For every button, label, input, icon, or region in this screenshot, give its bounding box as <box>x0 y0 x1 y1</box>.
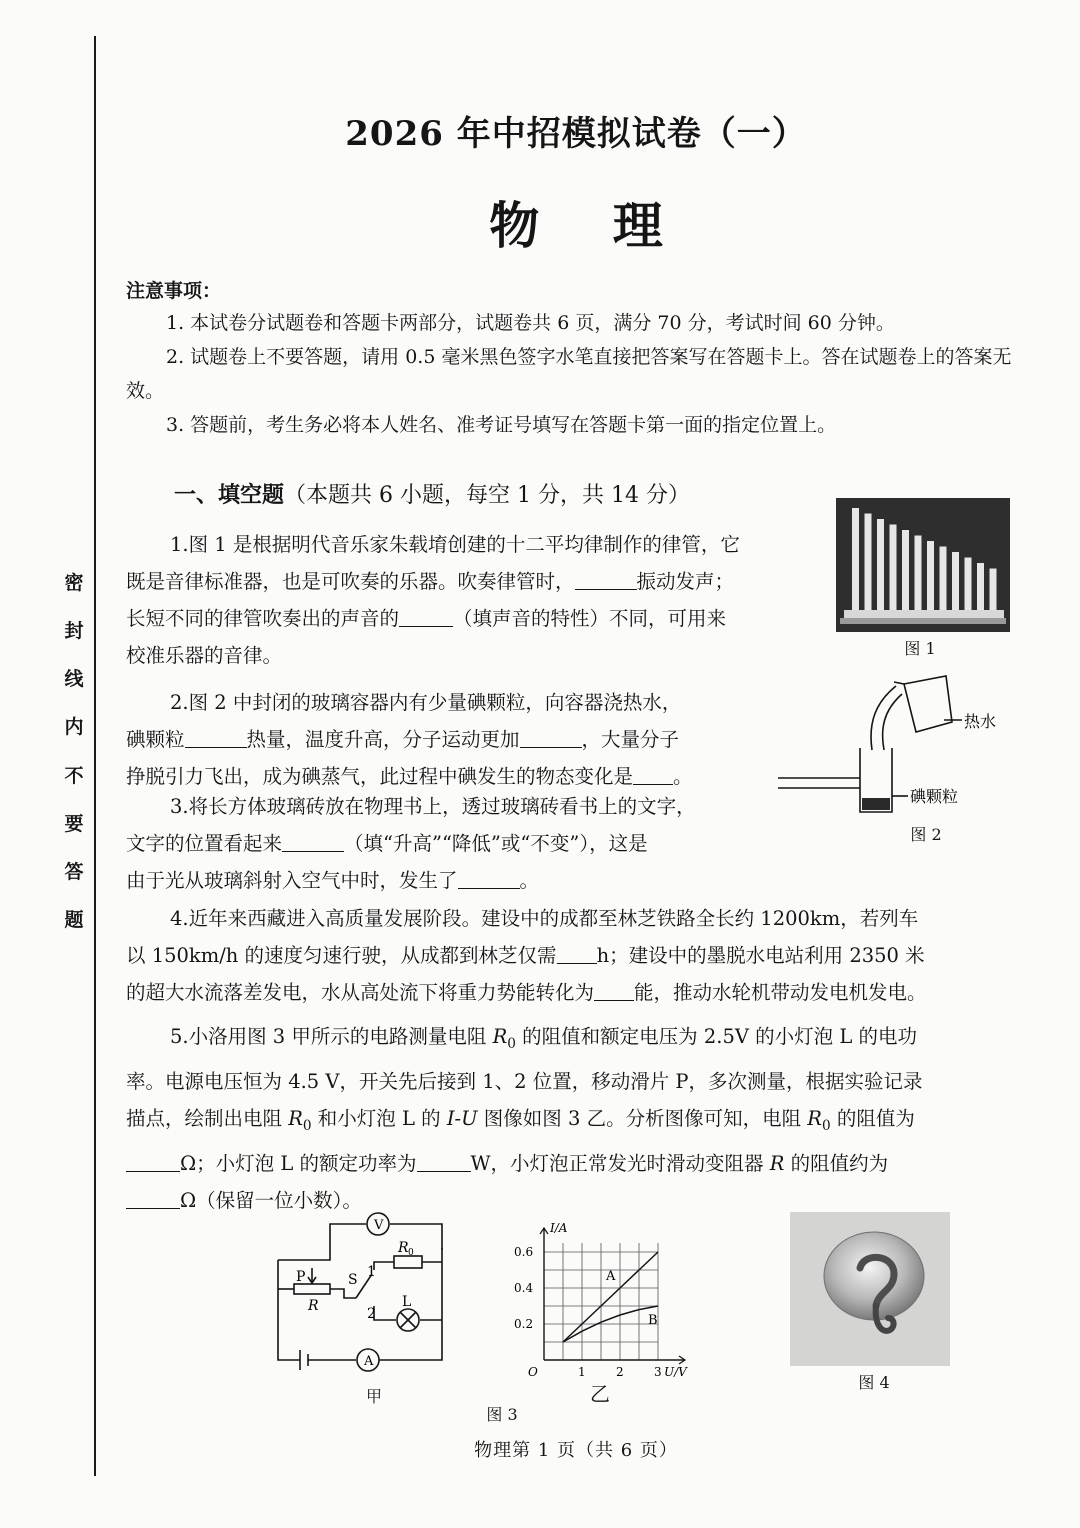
voltmeter-label: V <box>374 1218 384 1233</box>
pipe-rack <box>844 610 1004 618</box>
r0-label-sub: 0 <box>408 1248 414 1258</box>
seal-char: 封 <box>64 620 84 643</box>
beaker <box>904 676 952 732</box>
question-3 <box>126 788 766 899</box>
text: 由于光从玻璃斜射入空气中时，发生了 <box>126 869 458 892</box>
answer-blank[interactable] <box>594 980 634 1001</box>
symbol-r: R <box>769 1151 785 1175</box>
text: 描点，绘制出电阻 <box>126 1106 289 1130</box>
text: 。 <box>519 869 540 892</box>
text: 的阻值和额定电压为 2.5V 的小灯泡 L 的电功 <box>515 1025 918 1048</box>
page-footer: 物理第 1 页（共 6 页） <box>474 1440 678 1461</box>
answer-blank[interactable] <box>417 1150 471 1171</box>
text: 4.近年来西藏进入高质量发展阶段。建设中的成都至林芝铁路全长约 1200km，若列车 <box>170 907 919 930</box>
text: 碘颗粒 <box>126 728 185 751</box>
pipe <box>852 508 859 610</box>
pipe <box>890 525 897 611</box>
text: Ω（保留一位小数）。 <box>180 1188 362 1212</box>
pipe <box>877 519 884 610</box>
answer-blank[interactable] <box>126 1187 180 1208</box>
seal-line-notice <box>60 574 88 930</box>
iodine-label: 碘颗粒 <box>910 787 959 806</box>
pipe <box>927 541 934 610</box>
hot-water-label: 热水 <box>964 712 997 731</box>
y-tick-label: 0.6 <box>514 1245 534 1259</box>
water-stream <box>883 694 902 750</box>
pipe <box>990 569 997 611</box>
text: （填声音的特性）不同，可用来 <box>453 607 727 630</box>
ammeter-label: A <box>364 1354 374 1369</box>
text: 的超大水流落差发电，水从高处流下将重力势能转化为 <box>126 981 595 1004</box>
text: （填“升高”“降低”或“不变”），这是 <box>344 832 648 855</box>
text: 2.图 2 中封闭的玻璃容器内有少量碘颗粒，向容器浇热水， <box>170 691 682 714</box>
switch-position-2: 2 <box>367 1306 376 1322</box>
answer-blank[interactable] <box>185 727 247 748</box>
switch-position-1: 1 <box>367 1264 376 1280</box>
section-note: （本题共 6 小题，每空 1 分，共 14 分） <box>284 483 690 508</box>
y-axis-label: I/A <box>550 1221 568 1235</box>
origin-label: O <box>528 1365 538 1379</box>
x-axis-label: U/V <box>664 1365 687 1379</box>
chart-series <box>563 1252 658 1342</box>
text: W，小灯泡正常发光时滑动变阻器 <box>470 1151 770 1175</box>
beaker-spout <box>894 682 904 684</box>
figure-4-label: 图 4 <box>858 1373 890 1392</box>
seal-char: 答 <box>64 860 84 883</box>
figure-2-label: 图 2 <box>910 825 942 844</box>
pipe <box>952 552 959 610</box>
symbol-r0-sub: 0 <box>821 1117 831 1134</box>
figure-3b-label: 乙 <box>590 1382 610 1406</box>
x-tick-label: 2 <box>616 1365 624 1379</box>
text: 以 150km/h 的速度匀速行驶，从成都到林芝仅需 <box>126 944 557 967</box>
answer-blank[interactable] <box>458 868 520 889</box>
text: h；建设中的墨脱水电站利用 2350 米 <box>596 944 925 967</box>
answer-blank[interactable] <box>557 943 597 964</box>
seal-char: 不 <box>64 764 84 787</box>
seal-char: 要 <box>64 812 84 835</box>
text: 图像如图 3 乙。分析图像可知，电阻 <box>477 1106 808 1130</box>
x-tick-label: 1 <box>578 1365 586 1379</box>
symbol-r0: R <box>492 1025 508 1048</box>
question-2 <box>126 684 766 795</box>
seal-char: 内 <box>64 716 84 739</box>
figure-4-suction-cup <box>790 1212 950 1366</box>
binding-line <box>94 36 96 1476</box>
text: Ω；小灯泡 L 的额定功率为 <box>180 1151 417 1175</box>
figure-3a-circuit <box>270 1210 460 1380</box>
text: 3.将长方体玻璃砖放在物理书上，透过玻璃砖看书上的文字， <box>170 795 696 818</box>
series-line-A <box>563 1252 658 1342</box>
series-label-B: B <box>648 1313 658 1328</box>
wire <box>278 1224 366 1260</box>
text: 校准乐器的音律。 <box>126 644 283 667</box>
section-title <box>174 478 690 513</box>
series-label-A: A <box>606 1269 616 1284</box>
text: 1.图 1 是根据明代音乐家朱载堉创建的十二平均律制作的律管，它 <box>170 533 740 556</box>
figure-3-label: 图 3 <box>486 1405 518 1424</box>
switch-label: S <box>348 1272 358 1288</box>
pipe <box>865 514 872 611</box>
pipe <box>965 558 972 611</box>
pipe <box>915 536 922 611</box>
figure-1-label: 图 1 <box>904 639 936 658</box>
text: 既是音律标准器，也是可吹奏的乐器。吹奏律管时， <box>126 570 575 593</box>
symbol-iu: I-U <box>446 1106 478 1130</box>
wire <box>374 1306 396 1320</box>
symbol-r0-sub: 0 <box>507 1035 516 1052</box>
answer-blank[interactable] <box>282 831 344 852</box>
section-name: 一、填空题 <box>174 482 285 508</box>
wire <box>374 1262 394 1270</box>
seal-char: 题 <box>64 908 84 931</box>
answer-blank[interactable] <box>399 606 453 627</box>
text: 挣脱引力飞出，成为碘蒸气，此过程中碘发生的物态变化是 <box>126 765 634 788</box>
answer-blank[interactable] <box>520 727 582 748</box>
figure-3a-label: 甲 <box>365 1387 382 1406</box>
text: 和小灯泡 L 的 <box>311 1106 447 1130</box>
seal-char: 密 <box>64 572 84 594</box>
symbol-r0-sub: 0 <box>302 1117 312 1134</box>
subject-title: 物 理 <box>489 196 691 255</box>
pipe <box>977 563 984 610</box>
text: 文字的位置看起来 <box>126 832 283 855</box>
pipe <box>902 530 909 610</box>
answer-blank[interactable] <box>575 569 637 590</box>
seal-char: 线 <box>64 668 84 691</box>
rheostat <box>294 1284 330 1294</box>
question-5 <box>126 1018 1026 1219</box>
symbol-r0: R <box>807 1106 822 1130</box>
text: 率。电源电压恒为 4.5 V，开关先后接到 1、2 位置，移动滑片 P，多次测量，根据实验记录 <box>126 1069 923 1093</box>
lamp-label: L <box>402 1294 412 1310</box>
answer-blank[interactable] <box>126 1150 180 1171</box>
question-4 <box>126 900 1026 1011</box>
notice-item: 1. 本试卷分试题卷和答题卡两部分，试题卷共 6 页，满分 70 分，考试时间 60 分钟。 <box>166 312 895 334</box>
slider-label: P <box>296 1269 306 1285</box>
y-tick-label: 0.4 <box>514 1281 534 1295</box>
figure-1-pitch-pipes <box>836 498 1010 632</box>
figure-2-iodine-container <box>776 672 1006 822</box>
text: 的阻值约为 <box>784 1151 889 1175</box>
notice-item: 3. 答题前，考生务必将本人姓名、准考证号填写在答题卡第一面的指定位置上。 <box>166 414 837 436</box>
rheostat-label: R <box>308 1298 319 1314</box>
chart-grid <box>544 1243 658 1360</box>
pipe-rack-base <box>840 618 1006 624</box>
text: 热量，温度升高，分子运动更加 <box>246 728 520 751</box>
notice-heading: 注意事项： <box>126 280 222 302</box>
figure-3b-iu-chart <box>500 1206 700 1382</box>
text: 的阻值为 <box>830 1106 915 1130</box>
notice-item: 2. 试题卷上不要答题，请用 0.5 毫米黑色签字水笔直接把答案写在答题卡上。答在试题卷上的答案无效。 <box>126 346 1012 402</box>
text: 5.小洛用图 3 甲所示的电路测量电阻 <box>170 1025 493 1048</box>
iodine-particles <box>862 798 890 810</box>
x-tick-label: 3 <box>654 1365 662 1379</box>
text: 振动发声； <box>636 570 735 593</box>
text: 。 <box>673 765 693 788</box>
question-1 <box>126 526 826 674</box>
wire <box>330 1289 356 1298</box>
notice-list <box>126 306 1026 442</box>
pipe <box>940 547 947 611</box>
symbol-r0: R <box>288 1106 303 1130</box>
exam-title: 2026 年中招模拟试卷（一） <box>345 114 807 154</box>
text: 长短不同的律管吹奏出的声音的 <box>126 607 400 630</box>
text: 能，推动水轮机带动发电机发电。 <box>634 981 927 1004</box>
r0-label: R <box>398 1240 409 1256</box>
answer-blank[interactable] <box>633 764 673 785</box>
text: ，大量分子 <box>581 728 680 751</box>
y-tick-label: 0.2 <box>514 1317 534 1331</box>
